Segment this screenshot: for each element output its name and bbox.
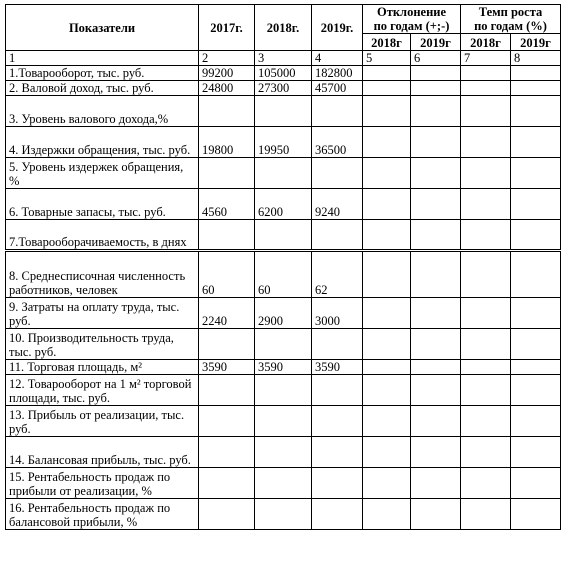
table-row (6, 81, 561, 96)
deviation-2018 (363, 251, 411, 298)
deviation-2019 (411, 96, 461, 127)
deviation-2019 (411, 220, 461, 251)
header-deviation-line2: по годам (+;-) (373, 19, 450, 33)
row-label: 11. Торговая площадь, м² (6, 360, 199, 375)
table-row (6, 127, 561, 158)
table-row (6, 251, 561, 298)
row-label: 10. Производительность труда, тыс. руб. (6, 329, 199, 360)
value-2018 (255, 96, 312, 127)
growth-2019 (511, 158, 561, 189)
row-label: 16. Рентабельность продаж по балансовой прибыли, % (6, 499, 199, 530)
growth-2019 (511, 360, 561, 375)
table-row (6, 298, 561, 329)
indicators-table-container (5, 4, 561, 530)
column-number-row (6, 51, 561, 66)
header-2017: 2017г. (199, 5, 255, 51)
row-label: 5. Уровень издержек обращения, % (6, 158, 199, 189)
value-2019 (312, 329, 363, 360)
value-2019 (312, 406, 363, 437)
growth-2018 (461, 66, 511, 81)
value-2018 (255, 220, 312, 251)
row-label: 2. Валовой доход, тыс. руб. (6, 81, 199, 96)
deviation-2018 (363, 220, 411, 251)
row-label: 13. Прибыль от реализации, тыс. руб. (6, 406, 199, 437)
value-2018 (255, 329, 312, 360)
value-2017 (199, 329, 255, 360)
table-row (6, 375, 561, 406)
value-2019: 182800 (312, 66, 363, 81)
column-number: 1 (6, 51, 199, 66)
growth-2019 (511, 189, 561, 220)
header-deviation (363, 5, 461, 34)
value-2018: 19950 (255, 127, 312, 158)
deviation-2018 (363, 406, 411, 437)
value-2018 (255, 437, 312, 468)
table-row (6, 499, 561, 530)
value-2017 (199, 158, 255, 189)
growth-2018 (461, 81, 511, 96)
value-2018: 3590 (255, 360, 312, 375)
deviation-2019 (411, 329, 461, 360)
growth-2018 (461, 329, 511, 360)
row-label: 8. Среднесписочная численность работников, человек (6, 251, 199, 298)
growth-2018 (461, 406, 511, 437)
deviation-2018 (363, 360, 411, 375)
deviation-2018 (363, 437, 411, 468)
growth-2018 (461, 375, 511, 406)
deviation-2018 (363, 329, 411, 360)
value-2017: 99200 (199, 66, 255, 81)
deviation-2018 (363, 66, 411, 81)
column-number: 5 (363, 51, 411, 66)
value-2018 (255, 406, 312, 437)
header-dev-2019: 2019г (411, 34, 461, 51)
row-label: 7.Товарооборачиваемость, в днях (6, 220, 199, 251)
value-2019: 36500 (312, 127, 363, 158)
deviation-2019 (411, 189, 461, 220)
deviation-2019 (411, 66, 461, 81)
growth-2019 (511, 298, 561, 329)
column-number: 2 (199, 51, 255, 66)
value-2018: 6200 (255, 189, 312, 220)
value-2017: 4560 (199, 189, 255, 220)
growth-2018 (461, 189, 511, 220)
value-2019 (312, 437, 363, 468)
growth-2018 (461, 360, 511, 375)
value-2019 (312, 96, 363, 127)
table-row (6, 189, 561, 220)
deviation-2019 (411, 468, 461, 499)
value-2019: 3590 (312, 360, 363, 375)
value-2018: 60 (255, 251, 312, 298)
value-2019: 62 (312, 251, 363, 298)
row-label: 6. Товарные запасы, тыс. руб. (6, 189, 199, 220)
growth-2019 (511, 329, 561, 360)
deviation-2019 (411, 375, 461, 406)
growth-2018 (461, 127, 511, 158)
header-dev-2018: 2018г (363, 34, 411, 51)
value-2017: 60 (199, 251, 255, 298)
column-number: 8 (511, 51, 561, 66)
deviation-2018 (363, 499, 411, 530)
deviation-2019 (411, 360, 461, 375)
growth-2018 (461, 96, 511, 127)
header-indicators: Показатели (6, 5, 199, 51)
growth-2018 (461, 437, 511, 468)
value-2017 (199, 468, 255, 499)
growth-2018 (461, 158, 511, 189)
value-2017 (199, 437, 255, 468)
value-2017 (199, 96, 255, 127)
deviation-2018 (363, 81, 411, 96)
row-label: 9. Затраты на оплату труда, тыс. руб. (6, 298, 199, 329)
growth-2019 (511, 96, 561, 127)
header-growth-line1: Темп роста (478, 5, 543, 19)
growth-2018 (461, 298, 511, 329)
deviation-2018 (363, 158, 411, 189)
growth-2019 (511, 220, 561, 251)
value-2017 (199, 499, 255, 530)
value-2019 (312, 220, 363, 251)
row-label: 4. Издержки обращения, тыс. руб. (6, 127, 199, 158)
header-growth (461, 5, 561, 34)
value-2019: 9240 (312, 189, 363, 220)
table-row (6, 158, 561, 189)
growth-2018 (461, 499, 511, 530)
value-2018 (255, 375, 312, 406)
value-2019: 45700 (312, 81, 363, 96)
growth-2018 (461, 220, 511, 251)
growth-2019 (511, 251, 561, 298)
column-number: 3 (255, 51, 312, 66)
table-row (6, 66, 561, 81)
deviation-2019 (411, 499, 461, 530)
deviation-2019 (411, 251, 461, 298)
column-number: 6 (411, 51, 461, 66)
deviation-2019 (411, 298, 461, 329)
value-2019 (312, 468, 363, 499)
deviation-2019 (411, 406, 461, 437)
value-2017: 19800 (199, 127, 255, 158)
deviation-2019 (411, 437, 461, 468)
deviation-2018 (363, 189, 411, 220)
table-row (6, 329, 561, 360)
growth-2018 (461, 251, 511, 298)
value-2017 (199, 375, 255, 406)
table-row (6, 96, 561, 127)
growth-2019 (511, 499, 561, 530)
growth-2018 (461, 468, 511, 499)
deviation-2019 (411, 81, 461, 96)
value-2017 (199, 406, 255, 437)
value-2019 (312, 499, 363, 530)
header-growth-2018: 2018г (461, 34, 511, 51)
row-label: 15. Рентабельность продаж по прибыли от реализации, % (6, 468, 199, 499)
growth-2019 (511, 375, 561, 406)
growth-2019 (511, 468, 561, 499)
value-2018: 27300 (255, 81, 312, 96)
header-2018: 2018г. (255, 5, 312, 51)
value-2017: 24800 (199, 81, 255, 96)
growth-2019 (511, 437, 561, 468)
row-label: 3. Уровень валового дохода,% (6, 96, 199, 127)
value-2017: 3590 (199, 360, 255, 375)
growth-2019 (511, 81, 561, 96)
column-number: 7 (461, 51, 511, 66)
table-row (6, 437, 561, 468)
value-2018 (255, 468, 312, 499)
value-2018 (255, 158, 312, 189)
indicators-table (5, 4, 561, 530)
table-row (6, 220, 561, 251)
header-growth-2019: 2019г (511, 34, 561, 51)
column-number: 4 (312, 51, 363, 66)
value-2019 (312, 158, 363, 189)
deviation-2018 (363, 468, 411, 499)
table-row (6, 406, 561, 437)
deviation-2018 (363, 96, 411, 127)
value-2018 (255, 499, 312, 530)
value-2017: 2240 (199, 298, 255, 329)
value-2019: 3000 (312, 298, 363, 329)
deviation-2018 (363, 375, 411, 406)
header-2019: 2019г. (312, 5, 363, 51)
header-growth-line2: по годам (%) (474, 19, 547, 33)
deviation-2018 (363, 298, 411, 329)
deviation-2019 (411, 127, 461, 158)
deviation-2018 (363, 127, 411, 158)
row-label: 12. Товарооборот на 1 м² торговой площади, тыс. руб. (6, 375, 199, 406)
row-label: 14. Балансовая прибыль, тыс. руб. (6, 437, 199, 468)
growth-2019 (511, 127, 561, 158)
value-2018: 2900 (255, 298, 312, 329)
value-2017 (199, 220, 255, 251)
value-2019 (312, 375, 363, 406)
growth-2019 (511, 66, 561, 81)
deviation-2019 (411, 158, 461, 189)
table-row (6, 360, 561, 375)
table-row (6, 468, 561, 499)
row-label: 1.Товарооборот, тыс. руб. (6, 66, 199, 81)
value-2018: 105000 (255, 66, 312, 81)
header-deviation-line1: Отклонение (376, 5, 447, 19)
growth-2019 (511, 406, 561, 437)
